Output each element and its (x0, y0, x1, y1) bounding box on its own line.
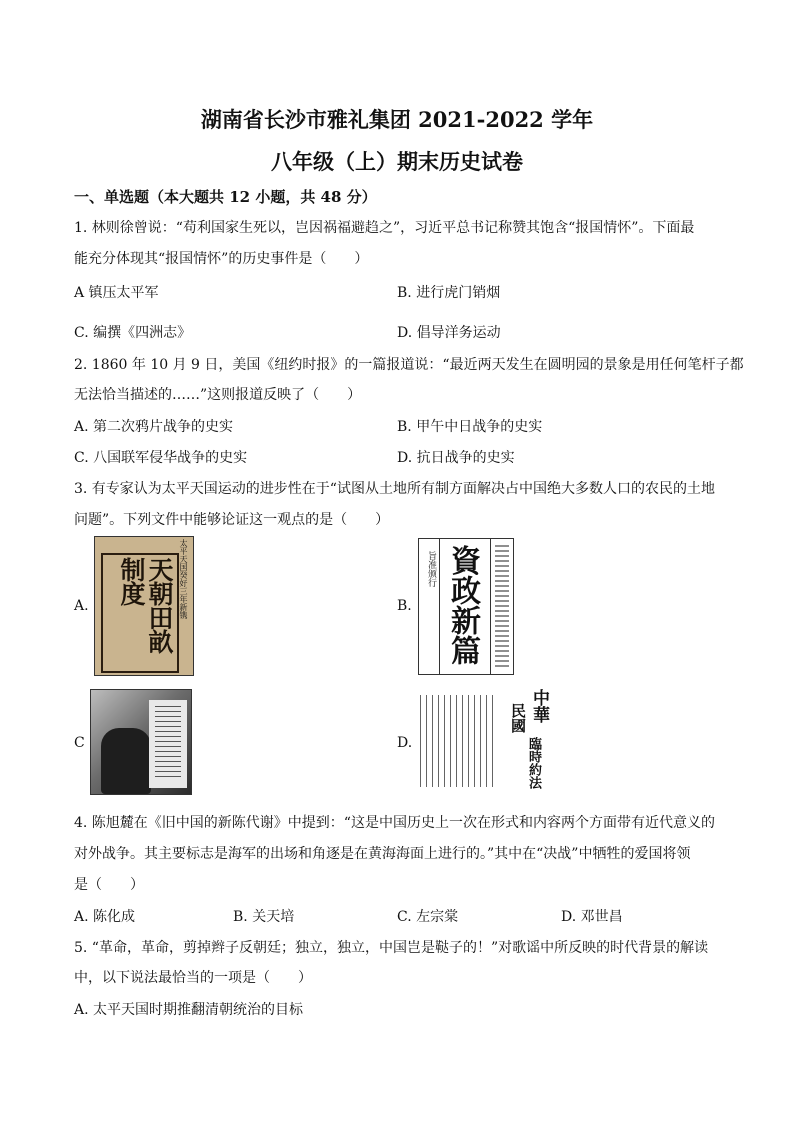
q4-stem-line3: 是（ ） (74, 877, 144, 893)
q2-option-c[interactable]: C. 八国联军侵华战争的史实 (74, 450, 248, 466)
q3-image-a[interactable] (94, 536, 194, 676)
q1-stem-line2: 能充分体现其“报国情怀”的历史事件是（ ） (74, 251, 369, 267)
q4-stem-line2: 对外战争。其主要标志是海军的出场和角逐是在黄海海面上进行的。”其中在“决战”中牺牲的爱国将领 (74, 846, 691, 862)
q1-option-d[interactable]: D. 倡导洋务运动 (397, 325, 501, 341)
pic-a-title: 天朝田畝制度 (117, 557, 174, 653)
q3-option-c[interactable]: C (74, 735, 85, 751)
q4-option-c[interactable]: C. 左宗棠 (397, 909, 459, 925)
q2-option-b[interactable]: B. 甲午中日战争的史实 (397, 419, 543, 435)
pic-b-side-text: 旨准颁行 (426, 551, 436, 587)
q3-stem-line1: 3. 有专家认为太平天国运动的进步性在于“试图从土地所有制方面解决占中国绝大多数人口的农民的土地 (74, 481, 715, 497)
q2-stem-line2: 无法恰当描述的……”这则报道反映了（ ） (74, 387, 362, 403)
q3-image-d[interactable] (418, 689, 552, 793)
title-line-1: 湖南省长沙市雅礼集团 2021-2022 学年 (200, 107, 594, 132)
q4-option-d[interactable]: D. 邓世昌 (561, 909, 623, 925)
q4-option-b[interactable]: B. 关天培 (233, 909, 295, 925)
q4-option-a[interactable]: A. 陈化成 (74, 909, 136, 925)
pic-b-title: 資政新篇 (445, 545, 480, 665)
title-line-2: 八年级（上）期末历史试卷 (271, 149, 523, 174)
q1-option-c[interactable]: C. 编撰《四洲志》 (74, 325, 192, 341)
q3-image-c[interactable] (90, 689, 192, 795)
q2-option-d[interactable]: D. 抗日战争的史实 (397, 450, 515, 466)
q3-option-b[interactable]: B. (397, 598, 412, 614)
q3-option-d[interactable]: D. (397, 735, 413, 751)
q5-stem-line1: 5. “革命，革命，剪掉辫子反朝廷；独立，独立，中国岂是鞑子的！”对歌谣中所反映的时代背景的解读 (74, 940, 709, 956)
q3-image-b[interactable] (418, 538, 514, 675)
pic-d-text-1: 中華 (529, 689, 549, 723)
pic-d-text-2: 民國 (509, 703, 527, 733)
q4-stem-line1: 4. 陈旭麓在《旧中国的新陈代谢》中提到：“这是中国历史上一次在形式和内容两个方面带有近代意义的 (74, 815, 715, 831)
q2-stem-line1: 2. 1860 年 10 月 9 日，美国《纽约时报》的一篇报道说：“最近两天发生在圆明园的景象是用任何笔杆子都 (74, 357, 744, 373)
section-heading: 一、单选题（本大题共 12 小题，共 48 分） (74, 188, 377, 206)
q2-option-a[interactable]: A. 第二次鸦片战争的史实 (74, 419, 234, 435)
q1-option-a[interactable]: A 镇压太平军 (74, 285, 159, 301)
q5-stem-line2: 中，以下说法最恰当的一项是（ ） (74, 970, 312, 986)
pic-a-top-text: 太平天国癸好三年新镌 (179, 539, 188, 619)
q3-stem-line2: 问题”。下列文件中能够论证这一观点的是（ ） (74, 512, 390, 528)
q5-option-a[interactable]: A. 太平天国时期推翻清朝统治的目标 (74, 1002, 304, 1018)
pic-d-text-3: 臨時約法 (526, 737, 541, 789)
q1-stem-line1: 1. 林则徐曾说：“苟利国家生死以，岂因祸福避趋之”，习近平总书记称赞其饱含“报国情怀”。下面最 (74, 220, 695, 236)
q1-option-b[interactable]: B. 进行虎门销烟 (397, 285, 501, 301)
q3-option-a[interactable]: A. (74, 598, 89, 614)
